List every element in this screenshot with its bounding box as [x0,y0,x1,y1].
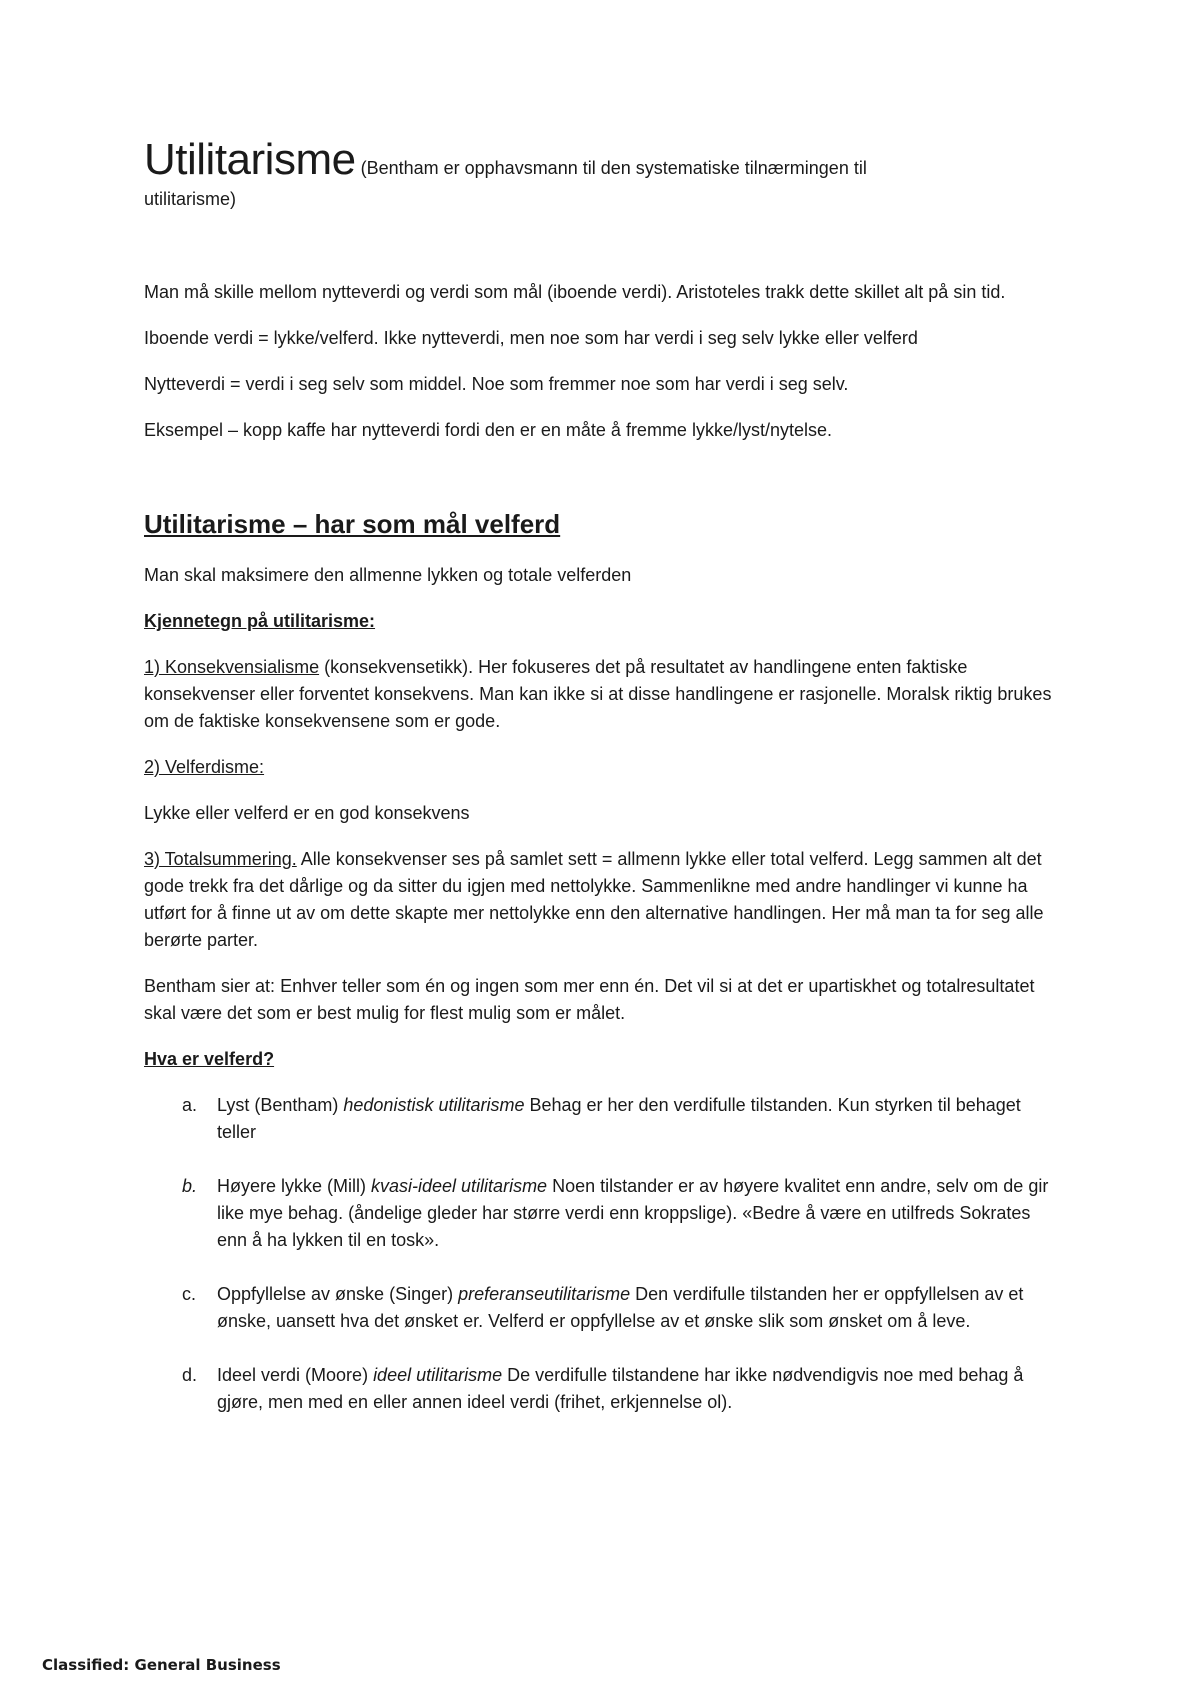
feature-3-label: 3) Totalsummering. [144,849,297,869]
intro-paragraph-1: Man må skille mellom nytteverdi og verdi som mål (iboende verdi). Aristoteles trakk dette skillet alt på sin tid. [144,282,1006,302]
features-heading [144,608,1064,635]
list-marker: a. [182,1095,198,1115]
list-marker: b. [182,1176,198,1196]
list-item-text: De verdifulle tilstandene har ikke nødvendigvis noe med behag å gjøre, men med en eller annen ideel verdi (frihet, erkjennelse ol). [217,1365,1024,1412]
list-marker: c. [182,1284,197,1304]
feature-3-text: Alle konsekvenser ses på samlet sett = allmenn lykke eller total velferd. Legg sammen alt det gode trekk fra det dårlige og da sitter du igjen med nettolykke. Sammenlikne med andre handlinger vi kunne ha utført for å finne ut av om dette skapte mer nettolykke enn den alternative handlingen. Her må man ta for seg alle berørte parter. [144,849,1044,950]
intro-paragraph-2: Iboende verdi = lykke/velferd. Ikke nytteverdi, men noe som har verdi i seg selv lykke eller velferd [144,328,918,348]
list-item-lead: Høyere lykke (Mill) [217,1176,372,1196]
feature-1-label: 1) Konsekvensialisme [144,657,320,677]
title-line [144,135,1064,186]
list-item-term: hedonistisk utilitarisme [343,1095,525,1115]
classification-footer: Classified: General Business [42,1656,281,1674]
list-item-text: Den verdifulle tilstanden her er oppfyllelsen av et ønske, uansett hva det ønsket er. Velferd er oppfyllelse av et ønske slik som ønsket om å leve. [217,1284,1024,1331]
list-item-term: preferanseutilitarisme [458,1284,631,1304]
bentham-quote: Bentham sier at: Enhver teller som én og ingen som mer enn én. Det vil si at det er upartiskhet og totalresultatet skal være det som er best mulig for flest mulig som er målet. [144,976,1035,1023]
list-item [144,1281,1064,1335]
title-note-continued: utilitarisme) [144,189,237,209]
feature-2-label: 2) Velferdisme: [144,757,265,777]
welfare-list [144,1092,1064,1416]
feature-1 [144,654,1064,735]
title-note: (Bentham er opphavsmann til den systematiske tilnærmingen til [360,158,867,178]
feature-2-text: Lykke eller velferd er en god konsekvens [144,803,470,823]
feature-2 [144,754,1064,781]
section-intro: Man skal maksimere den allmenne lykken og totale velferden [144,565,632,585]
list-marker: d. [182,1365,198,1385]
welfare-heading [144,1046,1064,1073]
intro-paragraph-4: Eksempel – kopp kaffe har nytteverdi fordi den er en måte å fremme lykke/lyst/nytelse. [144,420,832,440]
document-page [144,135,1064,1443]
list-item-text: Behag er her den verdifulle tilstanden. Kun styrken til behaget teller [217,1095,1021,1142]
list-item [144,1173,1064,1254]
section-heading: Utilitarisme – har som mål velferd [144,509,561,539]
welfare-heading-text: Hva er velferd? [144,1049,275,1069]
feature-1-text: (konsekvensetikk). Her fokuseres det på resultatet av handlingene enten faktiske konsekvenser eller forventet konsekvens. Man kan ikke si at disse handlingene er rasjonelle. Moralsk riktig brukes om de faktiske konsekvensene som er gode. [144,657,1052,731]
list-item-lead: Lyst (Bentham) [217,1095,344,1115]
list-item-lead: Ideel verdi (Moore) [217,1365,374,1385]
feature-3 [144,846,1064,954]
features-heading-text: Kjennetegn på utilitarisme: [144,611,376,631]
list-item-term: ideel utilitarisme [373,1365,503,1385]
intro-paragraph-3: Nytteverdi = verdi i seg selv som middel. Noe som fremmer noe som har verdi i seg selv. [144,374,849,394]
list-item-term: kvasi-ideel utilitarisme [371,1176,548,1196]
list-item-lead: Oppfyllelse av ønske (Singer) [217,1284,459,1304]
document-title: Utilitarisme [144,135,356,184]
list-item [144,1092,1064,1146]
list-item-text: Noen tilstander er av høyere kvalitet enn andre, selv om de gir like mye behag. (åndelige gleder har større verdi enn kroppslige). «Bedre å være en utilfreds Sokrates enn å ha lykken til en tosk». [217,1176,1049,1250]
list-item [144,1362,1064,1416]
